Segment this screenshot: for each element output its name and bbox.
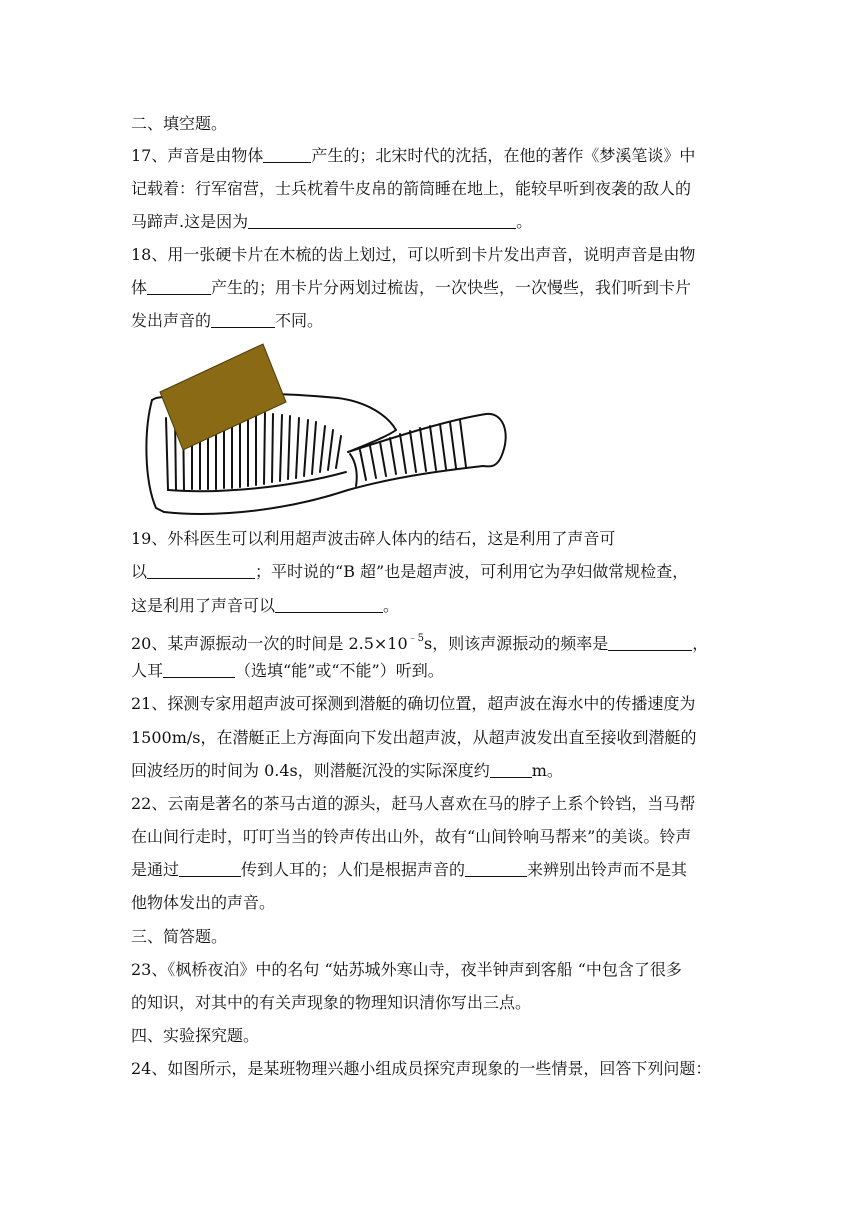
answer-blank[interactable]	[608, 634, 692, 651]
q22-text-3c: 来辨别出铃声而不是其	[527, 860, 688, 879]
q19-text-3a: 这是利用了声音可以	[131, 596, 276, 615]
question-21-line-2: 1500m/s，在潜艇正上方海面向下发出超声波，从超声波发出直至接收到潜艇的	[131, 728, 697, 747]
q17-text-3b: 。	[516, 212, 533, 231]
answer-blank[interactable]	[490, 761, 532, 778]
question-22-line-2: 在山间行走时，叮叮当当的铃声传出山外，故有“山间铃响马帮来”的美谈。铃声	[131, 827, 692, 846]
question-17-line-1	[131, 146, 695, 166]
answer-blank[interactable]	[275, 596, 383, 613]
q22-text-3b: 传到人耳的；人们是根据声音的	[241, 860, 466, 879]
answer-blank[interactable]	[163, 661, 235, 678]
question-24-line-1: 24、如图所示，是某班物理兴趣小组成员探究声现象的一些情景，回答下列问题：	[131, 1059, 712, 1078]
q20-text-1b: s，则该声源振动的频率是	[424, 634, 609, 653]
answer-blank[interactable]	[211, 311, 275, 328]
question-23-line-2: 的知识，对其中的有关声现象的物理知识清你写出三点。	[131, 993, 532, 1012]
answer-blank[interactable]	[263, 146, 311, 163]
question-22-line-4: 他物体发出的声音。	[131, 893, 276, 912]
q19-text-2b: ；平时说的“B 超”也是超声波，可利用它为孕妇做常规检查，	[255, 562, 689, 581]
q17-text-3a: 马蹄声.这是因为	[131, 212, 249, 231]
question-18-line-3	[131, 311, 323, 331]
question-21-line-3	[131, 761, 563, 781]
q19-text-2a: 以	[131, 562, 148, 581]
q18-text-3a: 发出声音的	[131, 311, 212, 330]
q19-text-3b: 。	[383, 596, 400, 615]
q17-text-1a: 17、声音是由物体	[131, 146, 264, 165]
q20-text-1c: ，	[692, 634, 709, 653]
q21-text-3a: 回波经历的时间为 0.4s，则潜艇沉没的实际深度约	[131, 761, 490, 780]
question-20-line-1	[131, 629, 708, 654]
section-4-heading: 四、实验探究题。	[131, 1026, 260, 1045]
q21-text-3b: m。	[531, 761, 563, 780]
question-23-line-1: 23、《枫桥夜泊》中的名句 “姑苏城外寒山寺，夜半钟声到客船 “中包含了很多	[131, 960, 682, 979]
section-3-heading: 三、简答题。	[131, 927, 228, 946]
question-19-line-3	[131, 596, 399, 616]
answer-blank[interactable]	[147, 562, 255, 579]
q20-text-1a: 20、某声源振动一次的时间是 2.5×10	[131, 634, 408, 653]
q20-text-2a: 人耳	[131, 661, 164, 680]
answer-blank[interactable]	[179, 860, 241, 877]
comb-card-illustration	[138, 340, 508, 522]
q20-text-2b: （选填“能”或“不能”）听到。	[235, 661, 444, 680]
question-20-line-2	[131, 661, 444, 681]
question-22-line-1: 22、云南是著名的茶马古道的源头，赶马人喜欢在马的脖子上系个铃铛，当马帮	[131, 794, 696, 813]
q22-text-3a: 是通过	[131, 860, 180, 879]
answer-blank[interactable]	[147, 278, 211, 295]
question-19-line-1: 19、外科医生可以利用超声波击碎人体内的结石，这是利用了声音可	[131, 529, 616, 548]
question-19-line-2	[131, 562, 688, 582]
question-17-line-2: 记载着：行军宿营，士兵枕着牛皮帛的箭筒睡在地上，能较早听到夜袭的敌人的	[131, 179, 692, 198]
question-22-line-3	[131, 860, 687, 880]
q20-exponent: ﹣5	[407, 633, 425, 644]
question-21-line-1: 21、探测专家用超声波可探测到潜艇的确切位置，超声波在海水中的传播速度为	[131, 694, 696, 713]
answer-blank[interactable]	[465, 860, 527, 877]
answer-blank[interactable]	[248, 212, 516, 229]
q18-text-2a: 体	[131, 278, 148, 297]
section-2-heading: 二、填空题。	[131, 114, 228, 133]
q18-text-3b: 不同。	[275, 311, 324, 330]
q17-text-1b: 产生的；北宋时代的沈括，在他的著作《梦溪笔谈》中	[311, 146, 696, 165]
question-17-line-3	[131, 212, 532, 232]
question-18-line-1: 18、用一张硬卡片在木梳的齿上划过，可以听到卡片发出声音，说明声音是由物	[131, 245, 696, 264]
question-18-line-2	[131, 278, 691, 298]
q18-text-2b: 产生的；用卡片分两划过梳齿，一次快些，一次慢些，我们听到卡片	[211, 278, 692, 297]
